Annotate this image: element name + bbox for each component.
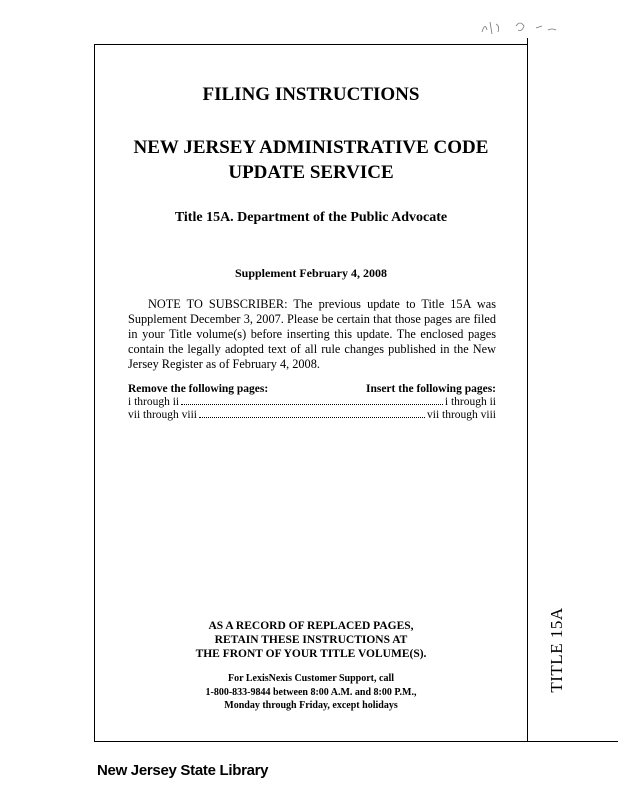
handwritten-mark: [476, 14, 566, 40]
remove-pages-header: Remove the following pages:: [128, 383, 269, 395]
customer-support-info: [125, 672, 497, 713]
page-frame-left: [94, 44, 95, 742]
spine-label: TITLE 15A: [547, 607, 566, 693]
code-title-line-2: UPDATE SERVICE: [228, 162, 394, 183]
supplement-date: Supplement February 4, 2008: [234, 266, 387, 280]
code-title-line-1: NEW JERSEY ADMINISTRATIVE CODE: [133, 137, 489, 158]
insert-pages: vii through viii: [427, 409, 496, 421]
support-line: For LexisNexis Customer Support, call: [227, 673, 394, 684]
support-line: Monday through Friday, except holidays: [224, 700, 398, 711]
note-to-subscriber: NOTE TO SUBSCRIBER: The previous update to Title 15A was Supplement December 3, 2007. Please be certain that those pages are filed in your Title volume(s) before inserting this update. The enclosed pages contain the legally adopted text of all rule changes published in the New Jersey Register as of February 4, 2008.: [128, 297, 496, 371]
remove-pages: vii through viii: [128, 409, 197, 421]
spine-tab: [528, 595, 586, 705]
insert-pages: i through ii: [444, 396, 496, 408]
library-stamp: New Jersey State Library: [97, 762, 269, 779]
support-line: 1-800-833-9844 between 8:00 A.M. and 8:00 P.M.,: [205, 686, 417, 698]
remove-pages: i through ii: [128, 396, 180, 408]
record-line: THE FRONT OF YOUR TITLE VOLUME(S).: [195, 648, 427, 660]
page-list-header: [128, 383, 496, 396]
dot-leader: [181, 404, 443, 405]
record-line: RETAIN THESE INSTRUCTIONS AT: [214, 634, 408, 646]
record-instruction: [125, 619, 497, 661]
insert-pages-header: Insert the following pages:: [365, 383, 496, 395]
title-line: Title 15A. Department of the Public Advocate: [174, 210, 448, 225]
dot-leader: [199, 417, 425, 418]
page-row: [128, 409, 496, 422]
page-replacement-list: [128, 383, 496, 422]
page-row: [128, 396, 496, 409]
page-frame-top: [94, 44, 528, 45]
record-line: AS A RECORD OF REPLACED PAGES,: [208, 620, 414, 632]
filing-instructions-heading: FILING INSTRUCTIONS: [202, 84, 420, 105]
code-title: [125, 135, 497, 185]
page-frame-bottom: [94, 741, 618, 742]
